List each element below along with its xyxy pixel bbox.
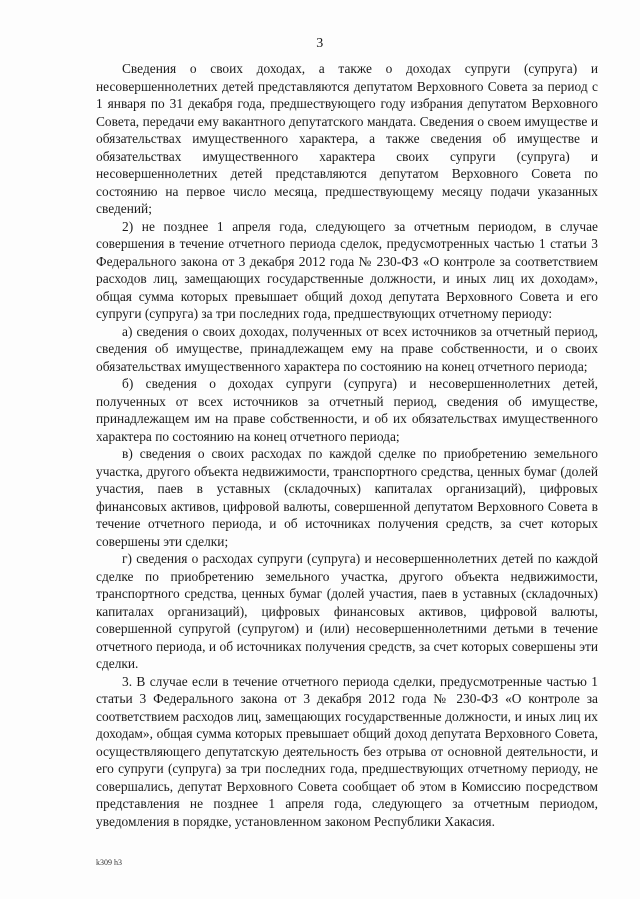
paragraph-subitem-g: г) сведения о расходах супруги (супруга) и несовершеннолетних детей по каждой сделке по приобретению земельного участка, другого объекта недвижимости, транспортного средства, ценных бумаг (долей участия, паев в уставных (складочных) капиталах организаций), цифровых финансовых активов, цифровой валюты, совершенной супругой (супругом) и (или) несовершеннолетними детьми в течение отчетного периода, и об источниках получения средств, за счет которых совершены эти сделки. [96,551,598,671]
paragraph-item-3: 3. В случае если в течение отчетного периода сделки, предусмотренные частью 1 статьи 3 Федерального закона от 3 декабря 2012 года № 230-ФЗ «О контроле за соответствием расходов лиц, замещающих государственные должности, и иных лиц их доходам», общая сумма которых превышает общий доход депутата Верховного Совета, осуществляющего депутатскую деятельность без отрыва от основной деятельности, и его супруги (супруга) за три последних года, предшествующих отчетному периоду, не совершались, депутат Верховного Совета сообщает об этом в Комиссию посредством представления не позднее 1 апреля года, следующего за отчетным периодом, уведомления в порядке, установленном законом Республики Хакасия. [96,673,598,829]
footer-code: k309 h3 [96,858,122,867]
paragraph-item-2: 2) не позднее 1 апреля года, следующего за отчетным периодом, в случае совершения в течение отчетного периода сделок, предусмотренных частью 1 статьи 3 Федерального закона от 3 декабря 2012 года № 230-ФЗ «О контроле за соответствием расходов лиц, замещающих государственные должности, и иных лиц их доходам», общая сумма которых превышает общий доход депутата Верховного Совета и его супруги (супруга) за три последних года, предшествующих отчетному периоду: [96,218,598,321]
paragraph-subitem-a: а) сведения о своих доходах, полученных от всех источников за отчетный период, сведения об имуществе, принадлежащем ему на праве собственности, и о своих обязательствах имущественного характера по состоянию на конец отчетного периода; [96,323,598,374]
paragraph-subitem-v: в) сведения о своих расходах по каждой сделке по приобретению земельного участка, другого объекта недвижимости, транспортного средства, ценных бумаг (долей участия, паев в уставных (складочных) капиталах организаций), цифровых финансовых активов, цифровой валюты, совершенной депутатом Верховного Совета в течение отчетного периода, и об источниках получения средств, за счет которых совершены эти сделки; [96,446,598,549]
paragraph-subitem-b: б) сведения о доходах супруги (супруга) и несовершеннолетних детей, полученных от всех источников за отчетный период, сведения об имуществе, принадлежащем им на праве собственности, и об их обязательствах имущественного характера по состоянию на конец отчетного периода; [96,376,598,444]
document-body [96,60,598,830]
paragraph-declaration-terms: Сведения о своих доходах, а также о доходах супруги (супруга) и несовершеннолетних детей представляются депутатом Верховного Совета за период с 1 января по 31 декабря года, предшествующего году избрания депутатом Верховного Совета, передачи ему вакантного депутатского мандата. Сведения о своем имуществе и обязательствах имущественного характера, а также сведения об имуществе и обязательствах имущественного характера своих супруги (супруга) и несовершеннолетних детей представляются депутатом Верховного Совета по состоянию на первое число месяца, предшествующему месяцу подачи указанных сведений; [96,61,598,216]
page-number: 3 [316,36,324,51]
